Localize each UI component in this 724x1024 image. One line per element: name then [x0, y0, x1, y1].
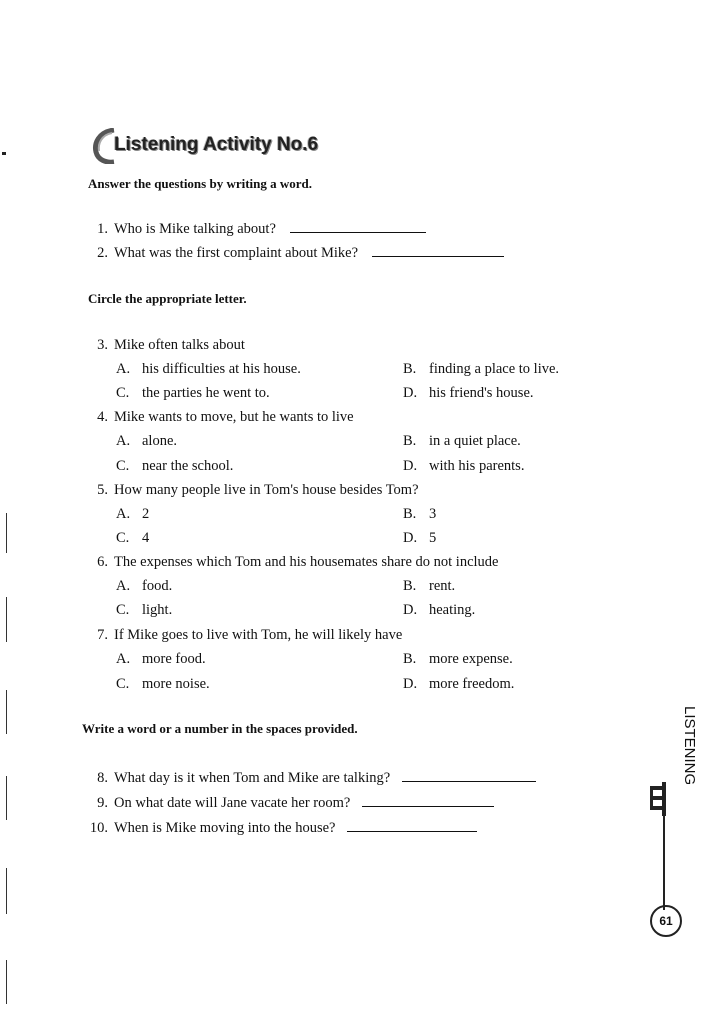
option-text: with his parents.: [429, 458, 525, 474]
option-7c[interactable]: [116, 676, 210, 693]
option-text: alone.: [142, 433, 178, 449]
option-7b[interactable]: [403, 651, 513, 668]
question-number: 5.: [97, 482, 108, 498]
option-4c[interactable]: [116, 458, 233, 475]
section3-instruction: Write a word or a number in the spaces provided.: [82, 721, 358, 736]
scan-edge-mark: [6, 960, 7, 1004]
option-text: more noise.: [142, 676, 210, 692]
option-5d[interactable]: [403, 530, 436, 547]
option-letter: B.: [403, 361, 417, 377]
option-7d[interactable]: [403, 676, 514, 693]
option-text: heating.: [429, 602, 476, 618]
option-letter: A.: [116, 578, 131, 594]
option-letter: C.: [116, 530, 130, 546]
option-5c[interactable]: [116, 530, 149, 547]
option-text: his friend's house.: [429, 385, 534, 401]
question-text: What was the first complaint about Mike?: [114, 245, 359, 261]
option-letter: B.: [403, 433, 417, 449]
question-5: [82, 482, 419, 499]
question-text: Mike often talks about: [114, 337, 245, 353]
answer-blank-2[interactable]: [372, 242, 504, 257]
option-text: 2: [142, 506, 150, 522]
option-letter: B.: [403, 506, 417, 522]
option-letter: C.: [116, 385, 130, 401]
option-text: 3: [429, 506, 437, 522]
question-7: [82, 627, 402, 644]
option-letter: D.: [403, 385, 418, 401]
key-shaft: [663, 815, 665, 910]
option-text: rent.: [429, 578, 456, 594]
option-letter: D.: [403, 676, 418, 692]
option-text: more food.: [142, 651, 206, 667]
section1-instruction: Answer the questions by writing a word.: [88, 176, 313, 191]
option-3a[interactable]: [116, 361, 301, 378]
option-text: 4: [142, 530, 150, 546]
question-9: [82, 792, 494, 812]
option-text: in a quiet place.: [429, 433, 521, 449]
question-10: [82, 817, 477, 837]
question-text: What day is it when Tom and Mike are talking?: [114, 770, 391, 786]
question-text: If Mike goes to live with Tom, he will likely have: [114, 627, 403, 643]
option-letter: C.: [116, 676, 130, 692]
question-text: Mike wants to move, but he wants to live: [114, 409, 354, 425]
option-4a[interactable]: [116, 433, 177, 450]
scan-edge-mark: [6, 868, 7, 914]
option-letter: C.: [116, 602, 130, 618]
option-letter: A.: [116, 651, 131, 667]
question-3: [82, 337, 245, 354]
question-2: [82, 242, 504, 262]
option-text: more freedom.: [429, 676, 515, 692]
question-text: How many people live in Tom's house besides Tom?: [114, 482, 419, 498]
question-number: 2.: [97, 245, 108, 261]
question-text: On what date will Jane vacate her room?: [114, 795, 351, 811]
option-6c[interactable]: [116, 602, 172, 619]
question-6: [82, 554, 499, 571]
answer-blank-10[interactable]: [347, 817, 477, 832]
option-text: finding a place to live.: [429, 361, 560, 377]
option-letter: A.: [116, 433, 131, 449]
option-6a[interactable]: [116, 578, 172, 595]
scan-edge-mark: [6, 690, 7, 734]
option-letter: A.: [116, 506, 131, 522]
question-4: [82, 409, 354, 426]
option-letter: C.: [116, 458, 130, 474]
question-number: 3.: [97, 337, 108, 353]
question-1: [82, 218, 426, 238]
scan-edge-mark: [6, 513, 7, 553]
question-number: 7.: [97, 627, 108, 643]
option-text: his difficulties at his house.: [142, 361, 301, 377]
option-letter: B.: [403, 578, 417, 594]
option-text: more expense.: [429, 651, 513, 667]
option-letter: A.: [116, 361, 131, 377]
option-5a[interactable]: [116, 506, 149, 523]
question-text: The expenses which Tom and his housemates share do not include: [114, 554, 499, 570]
option-text: food.: [142, 578, 173, 594]
option-5b[interactable]: [403, 506, 436, 523]
option-3d[interactable]: [403, 385, 534, 402]
option-letter: D.: [403, 602, 418, 618]
option-text: the parties he went to.: [142, 385, 270, 401]
option-4d[interactable]: [403, 458, 524, 475]
option-letter: D.: [403, 530, 418, 546]
option-3c[interactable]: [116, 385, 270, 402]
option-6b[interactable]: [403, 578, 455, 595]
question-number: 1.: [97, 221, 108, 237]
title-text: Listening Activity No.6: [114, 134, 319, 155]
question-8: [82, 767, 536, 787]
section2-instruction: Circle the appropriate letter.: [88, 291, 247, 306]
answer-blank-1[interactable]: [290, 218, 426, 233]
question-number: 9.: [97, 795, 108, 811]
question-text: Who is Mike talking about?: [114, 221, 276, 237]
side-label: LISTENING: [681, 706, 698, 786]
scan-speck: [2, 152, 6, 155]
option-3b[interactable]: [403, 361, 559, 378]
scan-edge-mark: [6, 776, 7, 820]
option-text: light.: [142, 602, 173, 618]
answer-blank-8[interactable]: [402, 767, 536, 782]
page-number: 61: [650, 905, 682, 937]
option-letter: B.: [403, 651, 417, 667]
scan-edge-mark: [6, 597, 7, 642]
option-text: 5: [429, 530, 437, 546]
option-text: near the school.: [142, 458, 234, 474]
option-letter: D.: [403, 458, 418, 474]
option-7a[interactable]: [116, 651, 206, 668]
question-number: 8.: [97, 770, 108, 786]
answer-blank-9[interactable]: [362, 792, 494, 807]
question-number: 4.: [97, 409, 108, 425]
question-number: 6.: [97, 554, 108, 570]
option-4b[interactable]: [403, 433, 521, 450]
option-6d[interactable]: [403, 602, 475, 619]
key-teeth-icon: [646, 782, 670, 816]
question-text: When is Mike moving into the house?: [114, 820, 336, 836]
question-number: 10.: [89, 820, 108, 836]
